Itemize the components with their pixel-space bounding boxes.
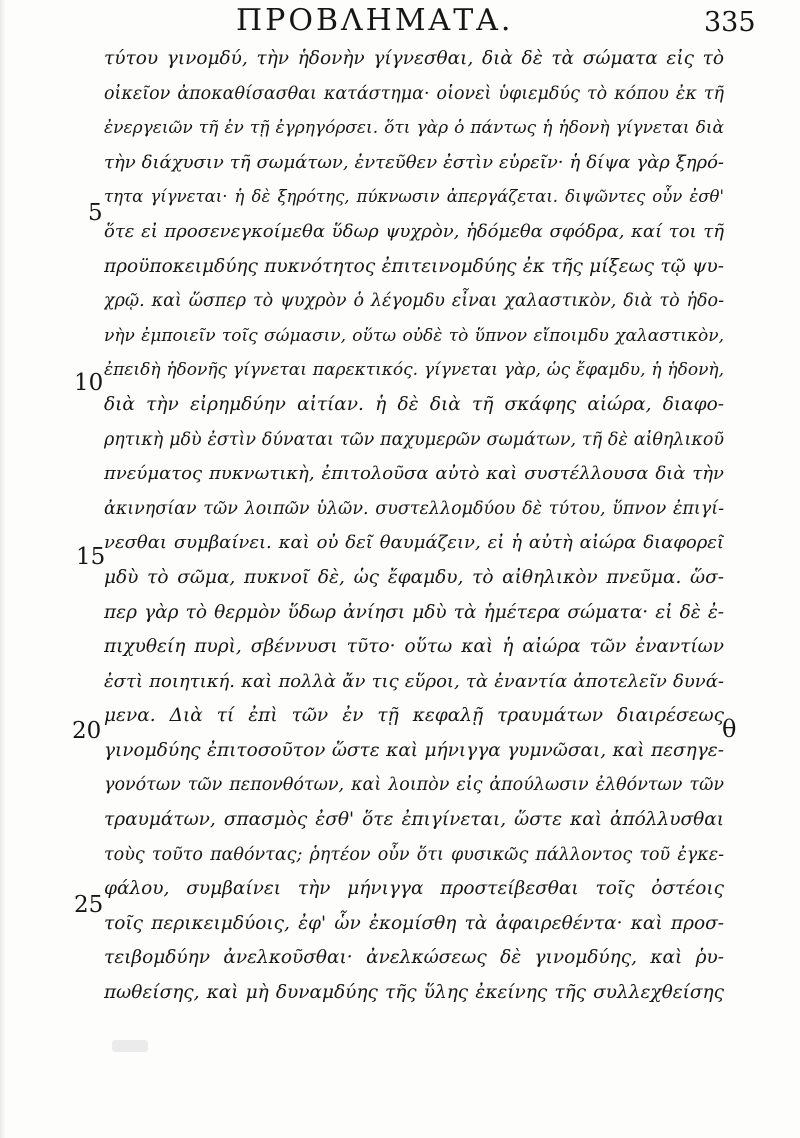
text-line: τητα γίγνεται· ἡ δὲ ξηρότης, πύκνωσιν ἀπεργάζεται. διψῶντες οὖν ἐσθ'	[104, 187, 724, 207]
text-line: νὴν ἐμποιεῖν τοῖς σώμασιν, οὕτω οὐδὲ τὸ ὕπνον εἴποιμδυ χαλαστικὸν,	[104, 325, 724, 346]
text-line: ἀκινησίαν τῶν λοιπῶν ὑλῶν. συστελλομδύου δὲ τύτου, ὕπνον ἐπιγί-	[104, 498, 724, 519]
text-line: γονότων τῶν πεπονθότων, καὶ λοιπὸν εἰς ἀπούλωσιν ἐλθόντων τῶν	[104, 775, 724, 796]
line-number-25: 25	[74, 892, 104, 918]
text-line: περ γὰρ τὸ θερμὸν ὕδωρ ἀνίησι μδὺ τὰ ἡμέτερα σώματα· εἰ δὲ ἐ-	[104, 601, 724, 623]
line-number-10: 10	[74, 370, 104, 396]
text-line: τοῖς περικειμδύοις, ἐφ' ὧν ἐκομίσθη τὰ ἀφαιρεθέντα· καὶ προσ-	[104, 912, 724, 934]
text-line: χρῷ. καὶ ὥσπερ τὸ ψυχρὸν ὁ λέγομδυ εἶναι χαλαστικὸν, διὰ τὸ ἡδο-	[104, 291, 724, 312]
text-line: τραυμάτων, σπασμὸς ἐσθ' ὅτε ἐπιγίνεται, ὥστε καὶ ἀπόλλυσθαι	[104, 809, 724, 831]
text-line: νεσθαι συμβαίνει. καὶ οὐ δεῖ θαυμάζειν, εἰ ἡ αὐτὴ αἰώρα διαφορεῖ	[104, 532, 724, 554]
text-line: τοὺς τοῦτο παθόντας; ῥητέον οὖν ὅτι φυσικῶς πάλλοντος τοῦ ἐγκε-	[104, 844, 724, 865]
page-header	[0, 4, 800, 44]
text-line: ὅτε εἰ προσενεγκοίμεθα ὕδωρ ψυχρὸν, ἡδόμεθα σφόδρα, καί τοι τῆ	[104, 220, 724, 242]
text-line: προϋποκειμδύης πυκνότητος ἐπιτεινομδύης ἐκ τῆς μίξεως τῷ ψυ-	[104, 255, 724, 277]
text-line: μδὺ τὸ σῶμα, πυκνοῖ δὲ, ὡς ἔφαμδυ, τὸ αἰθηλικὸν πνεῦμα. ὥσ-	[104, 566, 724, 588]
page-number: 335	[704, 7, 756, 38]
line-number-20: 20	[72, 718, 102, 744]
text-line: πνεύματος πυκνωτικὴ, ἐπιτολοῦσα αὐτὸ καὶ συστέλλουσα διὰ τὴν	[104, 463, 724, 485]
text-line: ἐστὶ ποιητική. καὶ πολλὰ ἄν τις εὕροι, τὰ ἐναντία ἀποτελεῖν δυνά-	[104, 670, 724, 692]
text-line: τύτου γινομδύ, τὴν ἡδονὴν γίγνεσθαι, διὰ δὲ τὰ σώματα εἰς τὸ	[104, 48, 724, 69]
text-line: διὰ τὴν εἰρημδύην αἰτίαν. ἡ δὲ διὰ τῆ σκάφης αἰώρα, διαφο-	[104, 393, 724, 415]
marginal-section-mark: θ	[722, 715, 737, 743]
text-line: πωθείσης, καὶ μὴ δυναμδύης τῆς ὕλης ἐκείνης τῆς συλλεχθείσης	[104, 982, 724, 1004]
text-line: πιχυθείη πυρὶ, σβέννυσι τῦτο· οὕτω καὶ ἡ αἰώρα τῶν ἐναντίων	[104, 636, 724, 658]
page-edge-shadow	[0, 0, 6, 1138]
text-line: ρητικὴ μδὺ ἐστὶν δύναται τῶν παχυμερῶν σωμάτων, τῆ δὲ αἰθηλικοῦ	[104, 429, 724, 450]
line-number-15: 15	[76, 544, 106, 570]
text-line: φάλου, συμβαίνει τὴν μήνιγγα προστείβεσθαι τοῖς ὀστέοις	[104, 878, 724, 900]
text-line: ἐπειδὴ ἡδονῆς γίγνεται παρεκτικός. γίγνεται γὰρ, ὡς ἔφαμδυ, ἡ ἡδονὴ,	[104, 360, 724, 381]
running-title: ΠΡΟΒΛΗΜΑΤΑ.	[236, 3, 514, 38]
text-line: γινομδύης ἐπιτοσοῦτον ὥστε καὶ μήνιγγα γυμνῶσαι, καὶ πεσηγε-	[104, 739, 724, 761]
body-text	[104, 42, 724, 1011]
bleed-through-mark	[112, 1040, 148, 1052]
text-line: ἐνεργειῶν τῆ ἐν τῇ ἐγρηγόρσει. ὅτι γὰρ ὁ πάντως ἡ ἡδονὴ γίγνεται διὰ	[104, 118, 724, 139]
line-number-5: 5	[88, 200, 103, 226]
text-line: τειβομδύην ἀνελκοῦσθαι· ἀνελκώσεως δὲ γινομδύης, καὶ ῥυ-	[104, 947, 724, 969]
text-line: μενα. Διὰ τί ἐπὶ τῶν ἐν τῇ κεφαλῇ τραυμάτων διαιρέσεως	[104, 705, 724, 727]
text-line: τὴν διάχυσιν τῆ σωμάτων, ἐντεῦθεν ἐστὶν εὑρεῖν· ἡ δίψα γὰρ ξηρό-	[104, 151, 724, 173]
text-line: οἰκεῖον ἀποκαθίσασθαι κατάστημα· οἱονεὶ ὑφιεμδύς τὸ κόπου ἐκ τῆ	[104, 83, 724, 104]
